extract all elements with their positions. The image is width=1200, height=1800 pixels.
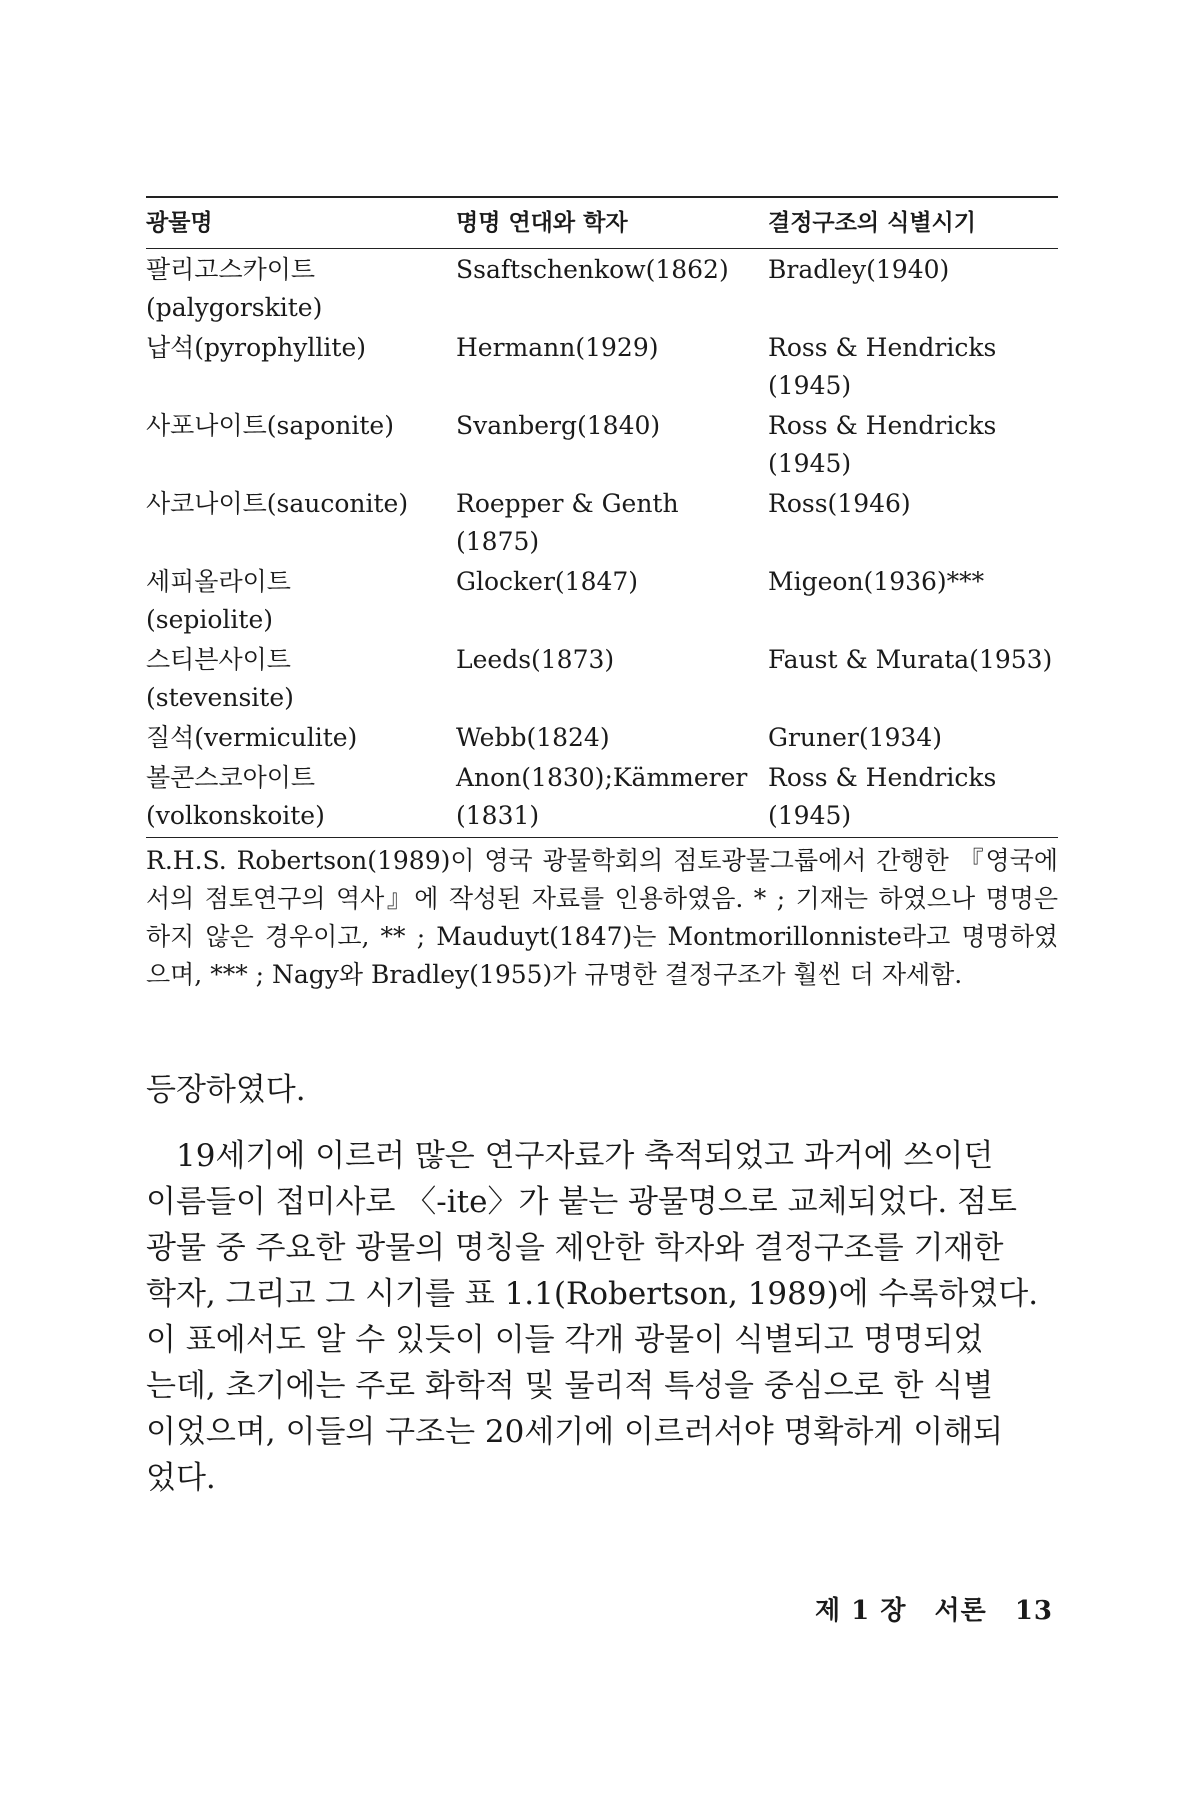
cell-text: Anon(1830);Kämmerer (456, 763, 748, 792)
chapter-title: 서론 (934, 1596, 987, 1626)
cell-text: Ssaftschenkow(1862) (456, 255, 729, 284)
cell-text: (1945) (768, 449, 852, 478)
cell-text: Svanberg(1840) (456, 411, 661, 440)
cell-text: Leeds(1873) (456, 645, 615, 674)
paragraph-line: 이 표에서도 알 수 있듯이 이들 각개 광물이 식별되고 명명되었 (146, 1322, 984, 1358)
table-cell-mineral (146, 407, 456, 485)
paragraph-line: 이었으며, 이들의 구조는 20세기에 이르러서야 명확하게 이해되 (146, 1414, 1004, 1450)
cell-text: (volkonskoite) (146, 801, 325, 830)
cell-text: (palygorskite) (146, 293, 323, 322)
table-row (146, 759, 1058, 838)
table-cell-mineral (146, 759, 456, 838)
cell-text: Faust & Murata(1953) (768, 645, 1053, 674)
cell-text: 스티븐사이트 (146, 645, 291, 674)
table-cell-mineral (146, 485, 456, 563)
header-naming-era: 명명 연대와 학자 (456, 209, 628, 236)
table-row (146, 563, 1058, 641)
table-body (146, 249, 1058, 838)
table-cell-mineral (146, 249, 456, 330)
cell-text: 사코나이트(sauconite) (146, 489, 409, 518)
table-row (146, 719, 1058, 759)
paragraph-line: 이름들이 접미사로 〈-ite〉가 붙는 광물명으로 교체되었다. 점토 (146, 1184, 1017, 1220)
paragraph-line: 광물 중 주요한 광물의 명칭을 제안한 학자와 결정구조를 기재한 (146, 1230, 1004, 1266)
cell-text: Gruner(1934) (768, 723, 942, 752)
header-mineral-name: 광물명 (146, 209, 213, 236)
paragraph-line: 학자, 그리고 그 시기를 표 1.1(Robertson, 1989)에 수록하였다. (146, 1276, 1039, 1312)
table-cell-naming (456, 719, 768, 759)
table-row (146, 249, 1058, 330)
table-cell-mineral (146, 719, 456, 759)
table-cell-structure (768, 563, 1058, 641)
paragraph-line: 는데, 초기에는 주로 화학적 및 물리적 특성을 중심으로 한 식별 (146, 1368, 994, 1404)
table-row (146, 407, 1058, 485)
page-footer (797, 1590, 1053, 1627)
table-row (146, 641, 1058, 719)
cell-text: 팔리고스카이트 (146, 255, 316, 284)
cell-text: Ross & Hendricks (768, 763, 997, 792)
cell-text: 납석(pyrophyllite) (146, 333, 366, 362)
cell-text: (stevensite) (146, 683, 294, 712)
cell-text: Ross & Hendricks (768, 411, 997, 440)
cell-text: (sepiolite) (146, 605, 274, 634)
cell-text: 세피올라이트 (146, 567, 291, 596)
cell-text: (1945) (768, 371, 852, 400)
page-number: 13 (1014, 1596, 1053, 1626)
cell-text: (1831) (456, 801, 540, 830)
table-cell-structure (768, 719, 1058, 759)
cell-text: Roepper & Genth (456, 489, 679, 518)
chapter-label: 제 1 장 (815, 1596, 907, 1626)
table-cell-naming (456, 329, 768, 407)
table-cell-naming (456, 759, 768, 838)
mineral-naming-table (146, 196, 1058, 838)
cell-text: (1875) (456, 527, 540, 556)
table-cell-naming (456, 249, 768, 330)
cell-text: Bradley(1940) (768, 255, 950, 284)
cell-text: 볼콘스코아이트 (146, 763, 316, 792)
cell-text: 질석(vermiculite) (146, 723, 358, 752)
header-structure-identification: 결정구조의 식별시기 (768, 209, 976, 236)
cell-text: Migeon(1936)*** (768, 567, 985, 596)
table-row (146, 485, 1058, 563)
table-cell-structure (768, 759, 1058, 838)
table-cell-structure (768, 407, 1058, 485)
table-cell-mineral (146, 641, 456, 719)
table-cell-structure (768, 329, 1058, 407)
cell-text: Ross & Hendricks (768, 333, 997, 362)
table-header-row (146, 197, 1058, 249)
cell-text: (1945) (768, 801, 852, 830)
paragraph-line: 었다. (146, 1460, 216, 1496)
table-cell-naming (456, 407, 768, 485)
table-cell-mineral (146, 563, 456, 641)
table-cell-naming (456, 485, 768, 563)
cell-text: Ross(1946) (768, 489, 911, 518)
cell-text: 사포나이트(saponite) (146, 411, 394, 440)
table-row (146, 329, 1058, 407)
continuation-text: 등장하였다. (146, 1072, 306, 1108)
body-paragraph (146, 1133, 1058, 1501)
table-cell-mineral (146, 329, 456, 407)
cell-text: Glocker(1847) (456, 567, 639, 596)
table-cell-structure (768, 485, 1058, 563)
table-cell-structure (768, 641, 1058, 719)
table-footnote: R.H.S. Robertson(1989)이 영국 광물학회의 점토광물그룹에서 간행한 『영국에서의 점토연구의 역사』에 작성된 자료를 인용하였음. * ; 기재는 하였으나 명명은 하지 않은 경우이고, ** ; Mauduyt(1847)는 Montmorillonniste라고 명명하였으며, *** ; Nagy와 Bradley(1955)가 규명한 결정구조가 훨씬 더 자세함. (146, 846, 1058, 989)
table-cell-structure (768, 249, 1058, 330)
paragraph-line: 19세기에 이르러 많은 연구자료가 축적되었고 과거에 쓰이던 (176, 1138, 994, 1174)
cell-text: Webb(1824) (456, 723, 610, 752)
table-cell-naming (456, 641, 768, 719)
cell-text: Hermann(1929) (456, 333, 659, 362)
table-cell-naming (456, 563, 768, 641)
